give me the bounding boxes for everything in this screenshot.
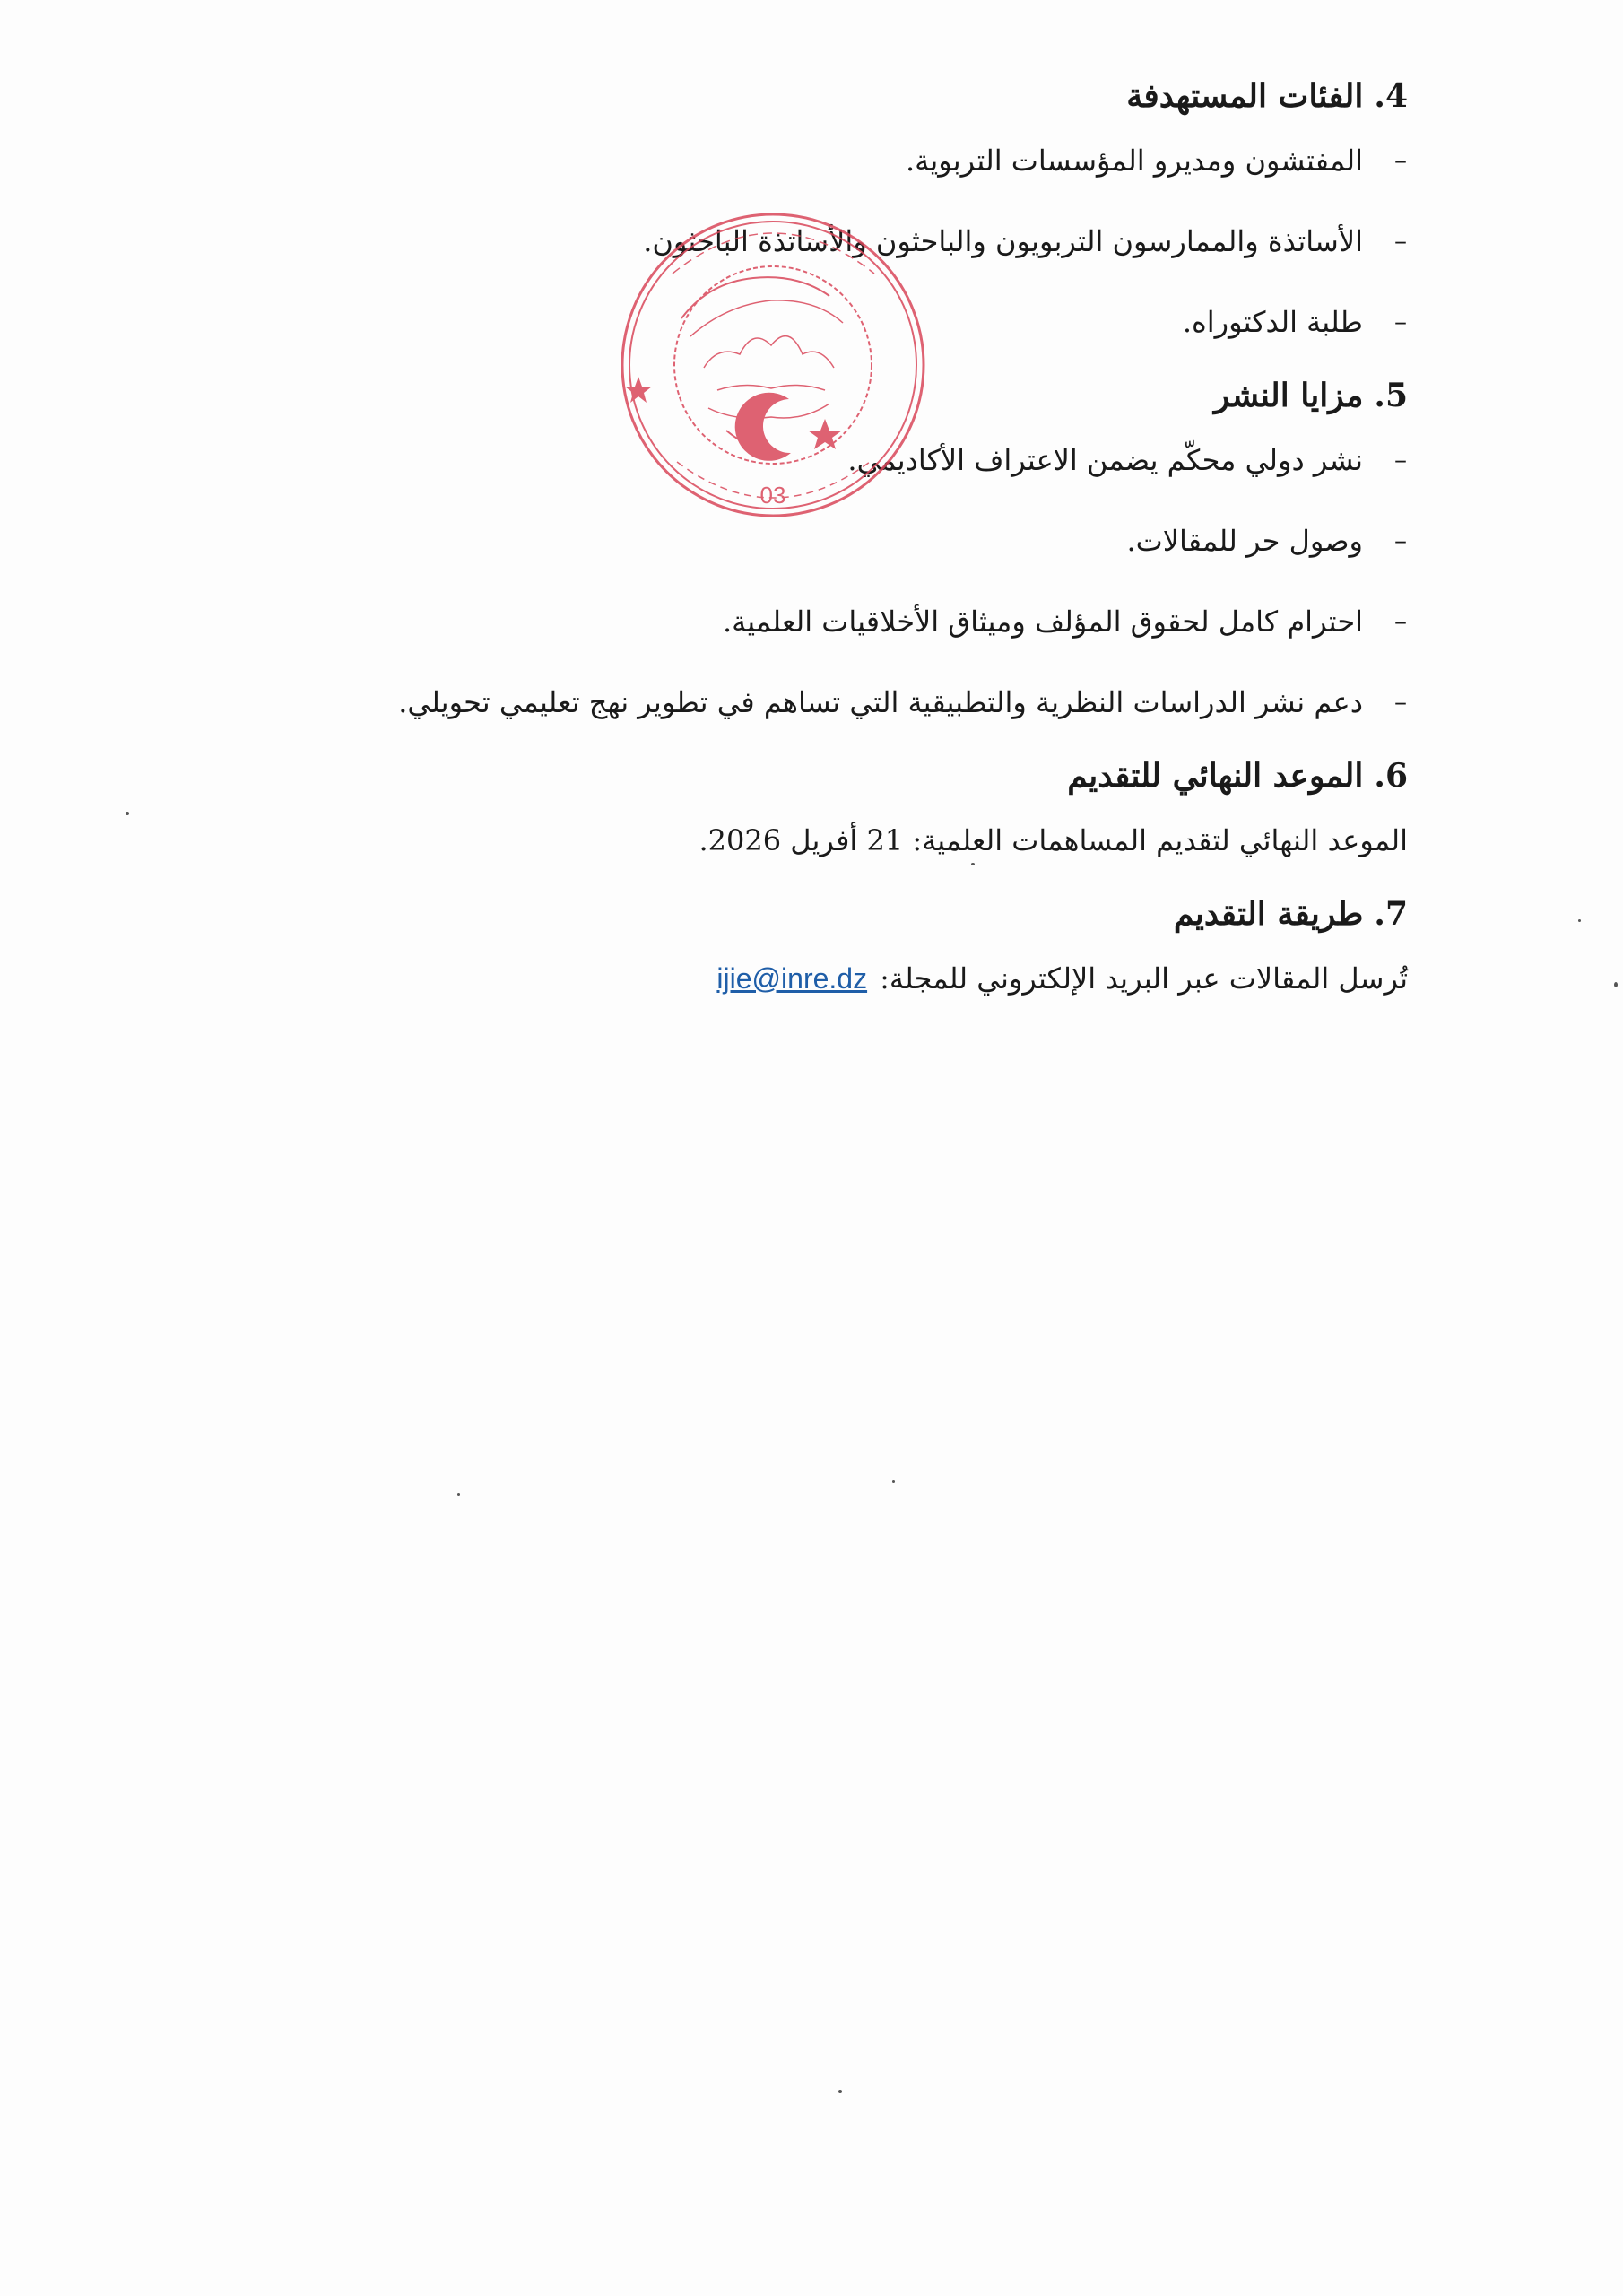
section-title: الموعد النهائي للتقديم — [1067, 757, 1364, 795]
deadline-label: الموعد النهائي لتقديم المساهمات العلمية: — [912, 823, 1408, 857]
deadline-paragraph — [215, 800, 1408, 881]
stamp-code: 03 — [759, 482, 786, 509]
section-title: مزايا النشر — [1213, 377, 1364, 414]
scan-speck — [892, 1480, 895, 1483]
submission-paragraph — [215, 938, 1408, 1019]
dash-bullet-icon: – — [1394, 307, 1407, 336]
scan-speck — [838, 2090, 842, 2093]
section-heading — [215, 72, 1408, 120]
section-number: 7. — [1374, 895, 1408, 933]
dash-bullet-icon: – — [1394, 445, 1407, 474]
scan-speck — [457, 1493, 460, 1496]
dash-bullet-icon: – — [1394, 606, 1407, 636]
dash-bullet-icon: – — [1394, 145, 1407, 175]
scan-speck — [1578, 919, 1581, 922]
list-item-text: طلبة الدكتوراه. — [1182, 305, 1363, 339]
list-item-text: دعم نشر الدراسات النظرية والتطبيقية التي تساهم في تطوير نهج تعليمي تحويلي. — [398, 685, 1363, 719]
list-item-text: المفتشون ومديرو المؤسسات التربوية. — [905, 144, 1363, 178]
list-item-text: احترام كامل لحقوق المؤلف وميثاق الأخلاقيات العلمية. — [722, 604, 1363, 639]
section-heading — [215, 752, 1408, 800]
scan-speck — [1614, 982, 1618, 987]
list-item-text: نشر دولي محكّم يضمن الاعتراف الأكاديمي. — [847, 443, 1363, 477]
section-number: 6. — [1374, 757, 1408, 795]
list-item — [215, 120, 1408, 201]
list-item — [215, 662, 1408, 743]
submission-label: تُرسل المقالات عبر البريد الإلكتروني للمجلة: — [880, 961, 1408, 996]
deadline-date: 21 أفريل 2026. — [699, 823, 904, 857]
dash-bullet-icon: – — [1394, 526, 1407, 555]
list-item-text: الأساتذة والممارسون التربويون والباحثون والأساتذة الباحثون. — [643, 224, 1363, 258]
section-number: 5. — [1374, 377, 1408, 414]
section-title: الفئات المستهدفة — [1126, 77, 1364, 115]
dash-bullet-icon: – — [1394, 226, 1407, 256]
list-item — [215, 581, 1408, 662]
section-heading — [215, 890, 1408, 938]
section-submission-method — [215, 890, 1408, 1019]
section-number: 4. — [1374, 77, 1408, 115]
official-stamp-icon — [619, 211, 928, 520]
scan-speck — [971, 863, 975, 865]
section-title: طريقة التقديم — [1173, 895, 1364, 933]
journal-email-link[interactable]: ijie@inre.dz — [716, 962, 868, 995]
dash-bullet-icon: – — [1394, 687, 1407, 717]
list-item-text: وصول حر للمقالات. — [1126, 524, 1363, 558]
section-deadline — [215, 752, 1408, 881]
scan-speck — [126, 812, 129, 815]
